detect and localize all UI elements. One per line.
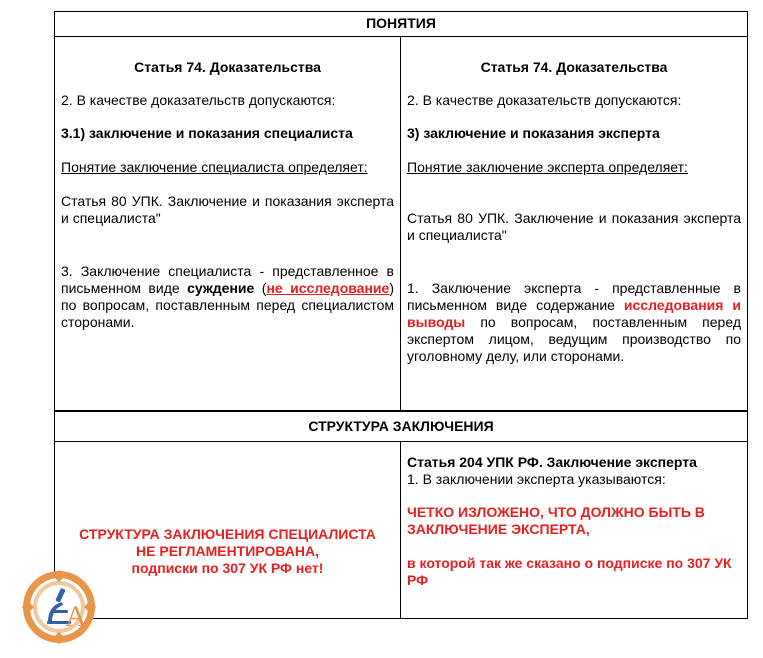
expert-structure-cell	[401, 442, 747, 618]
specialist-structure-2: подписки по 307 УК РФ нет!	[131, 560, 324, 576]
art204-title: Статья 204 УПК РФ. Заключение эксперта	[407, 454, 697, 470]
svg-text:А: А	[65, 600, 87, 633]
left-def-e: ) по вопросам, поставленным перед специалистом сторонами.	[61, 280, 394, 330]
left-admissible: 2. В качестве доказательств допускаются:	[61, 92, 336, 108]
specialist-structure-cell	[55, 442, 401, 618]
left-concept-line: Понятие заключение специалиста определяет:	[61, 159, 368, 175]
signature-note: в которой так же сказано о подписке по 307 УК РФ	[407, 555, 732, 588]
left-definition	[61, 263, 394, 331]
right-def-c: по вопросам, поставленным перед экспертом лицом, ведущим производство по уголовному делу, или сторонами.	[407, 314, 741, 364]
section-header-concepts: ПОНЯТИЯ	[55, 12, 747, 37]
left-def-d: не исследование	[266, 280, 390, 296]
specialist-concept-cell	[55, 37, 401, 410]
right-item: 3) заключение и показания эксперта	[407, 125, 660, 141]
left-article-title: Статья 74. Доказательства	[134, 59, 321, 75]
art204-line: 1. В заключении эксперта указываются:	[407, 471, 666, 487]
expert-concept-cell	[401, 37, 747, 410]
comparison-table	[54, 11, 748, 619]
right-def-b: исследования и выводы	[407, 297, 741, 330]
left-def-a: 3. Заключение специалиста - представленное в письменном виде	[61, 263, 394, 296]
right-admissible: 2. В качестве доказательств допускаются:	[407, 92, 682, 108]
left-item: 3.1) заключение и показания специалиста	[61, 125, 353, 141]
left-def-c: (	[254, 280, 267, 296]
left-def-b: суждение	[187, 280, 255, 296]
microscope-emblem-icon	[18, 566, 100, 648]
right-definition	[407, 280, 741, 365]
structure-row	[55, 442, 747, 618]
right-concept-line: Понятие заключение эксперта определяет:	[407, 159, 688, 175]
right-article80: Статья 80 УПК. Заключение и показания эксперта и специалиста"	[407, 210, 741, 243]
clearly-stated: ЧЕТКО ИЗЛОЖЕНО, ЧТО ДОЛЖНО БЫТЬ В ЗАКЛЮЧЕНИЕ ЭКСПЕРТА,	[407, 504, 705, 537]
right-article-title: Статья 74. Доказательства	[480, 59, 668, 75]
right-def-a: 1. Заключение эксперта - представленные в письменном виде содержание	[407, 280, 741, 313]
specialist-structure-1: СТРУКТУРА ЗАКЛЮЧЕНИЯ СПЕЦИАЛИСТА НЕ РЕГЛАМЕНТИРОВАНА,	[79, 526, 376, 559]
concepts-row	[55, 37, 747, 411]
section-header-structure: СТРУКТУРА ЗАКЛЮЧЕНИЯ	[55, 411, 747, 442]
left-article80: Статья 80 УПК. Заключение и показания эксперта и специалиста"	[61, 193, 394, 226]
